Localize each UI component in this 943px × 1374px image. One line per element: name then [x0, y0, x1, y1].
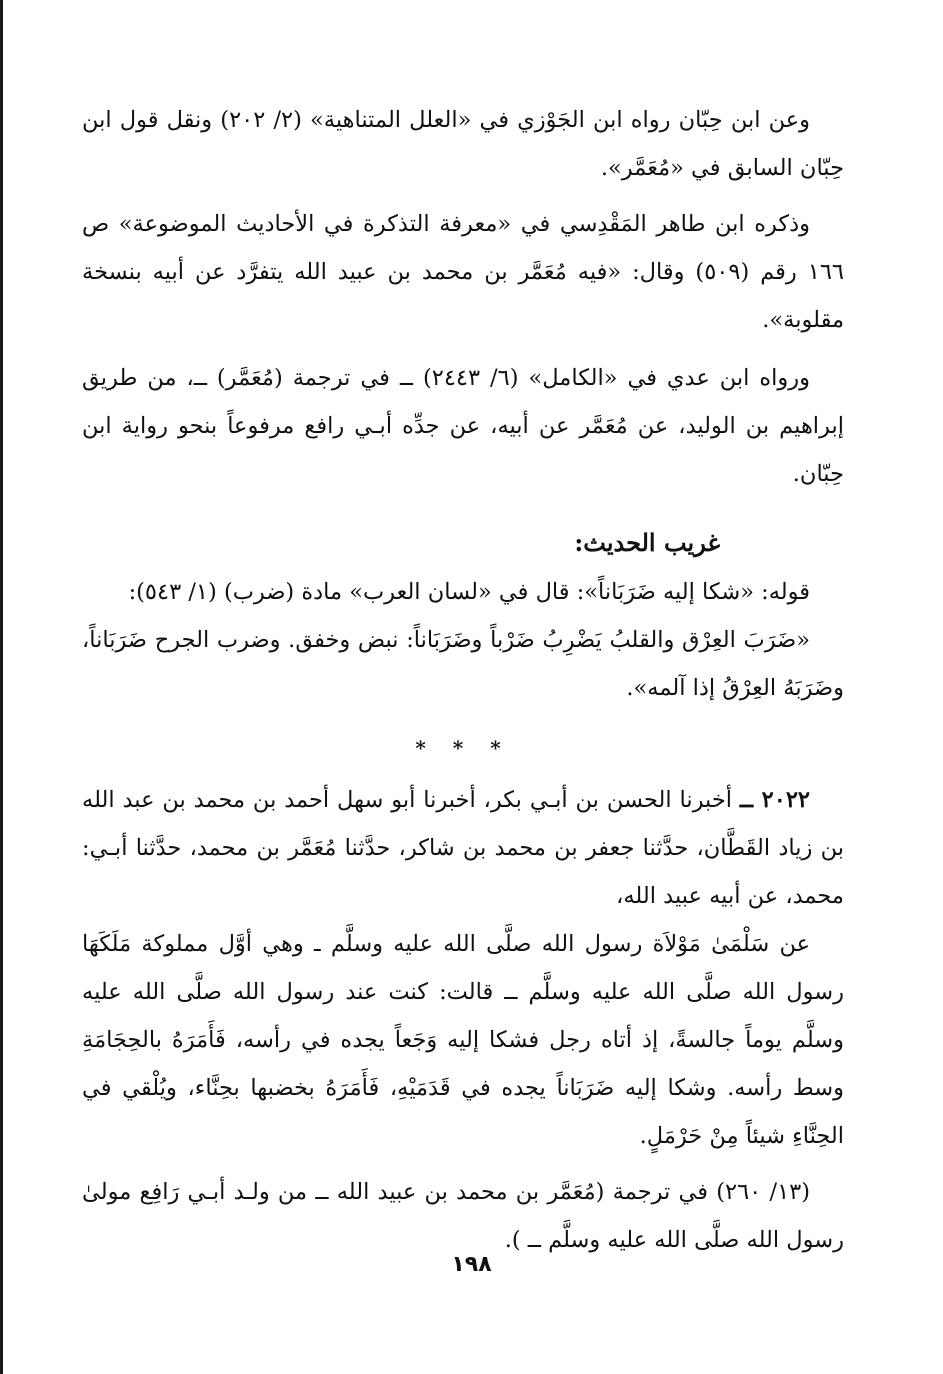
separator-stars: * * *	[415, 736, 511, 760]
scan-edge	[0, 0, 3, 1374]
isnad-text: أخبرنا الحسن بن أبـي بكر، أخبرنا أبو سهل أحمد بن محمد بن عبد الله بن زياد القَطَّان، حدَّثنا جعفر بن محمد بن شاكر، حدَّثنا مُعَمَّر بن محمد، حدَّثنا أبـي: محمد، عن أبيه عبيد الله،	[82, 787, 844, 909]
hadith-source: (١٣/ ٢٦٠) في ترجمة (مُعَمَّر بن محمد بن عبيد الله ــ من ولـد أبـي رَافِع مولىٰ رسول الله صلَّى الله عليه وسلَّم ــ ).	[82, 1179, 844, 1253]
section-heading: غريب الحديث:	[574, 528, 720, 557]
paragraph-ibn-hibban: وعن ابن حِبّان رواه ابن الجَوْزي في «العلل المتناهية» (٢/ ٢٠٢) ونقل قول ابن حِبّان السابق في «مُعَمَّر».	[82, 107, 844, 181]
paragraph-maqdisi: وذكره ابن طاهر المَقْدِسي في «معرفة التذكرة في الأحاديث الموضوعة» ص ١٦٦ رقم (٥٠٩) وقال: «فيه مُعَمَّر بن محمد بن عبيد الله يتفرَّد عن أبيه بنسخة مقلوبة».	[82, 211, 844, 333]
gharib-quote: «ضَرَبَ العِرْق والقلبُ يَضْرِبُ ضَرْباً وضَرَبَاناً: نبض وخفق. وضرب الجرح ضَرَبَاناً، وضَرَبَهُ العِرْقُ إذا آلمه».	[82, 627, 844, 701]
page-number: ١٩٨	[451, 1252, 492, 1277]
hadith-matn: عن سَلْمَىٰ مَوْلاَة رسول الله صلَّى الله عليه وسلَّم ـ وهي أوَّل مملوكة مَلَكَهَا رسول الله صلَّى الله عليه وسلَّم ــ قالت: كنت عند رسول الله صلَّى الله عليه وسلَّم يوماً جالسةً، إذ أتاه رجل فشكا إليه وَجَعاً يجده في رأسه، فَأَمَرَهُ بالحِجَامَةِ وسط رأسه. وشكا إليه ضَرَبَاناً يجده في قَدَمَيْهِ، فَأَمَرَهُ بخضبها بحِنَّاء، ويُلْقي في الحِنَّاءِ شيئاً مِنْ حَرْمَلٍ.	[82, 931, 844, 1149]
hadith-number: ٢٠٢٢ ــ	[739, 787, 810, 813]
hadith-isnad	[82, 776, 844, 920]
gharib-intro: قوله: «شكا إليه ضَرَبَاناً»: قال في «لسان العرب» مادة (ضرب) (١/ ٥٤٣):	[128, 579, 810, 605]
page-body	[82, 96, 844, 1264]
paragraph-ibn-adi: ورواه ابن عدي في «الكامل» (٦/ ٢٤٤٣) ــ في ترجمة (مُعَمَّر) ــ، من طريق إبراهيم بن الوليد، عن مُعَمَّر عن أبيه، عن جدِّه أبـي رافع مرفوعاً بنحو رواية ابن حِبّان.	[82, 365, 844, 487]
